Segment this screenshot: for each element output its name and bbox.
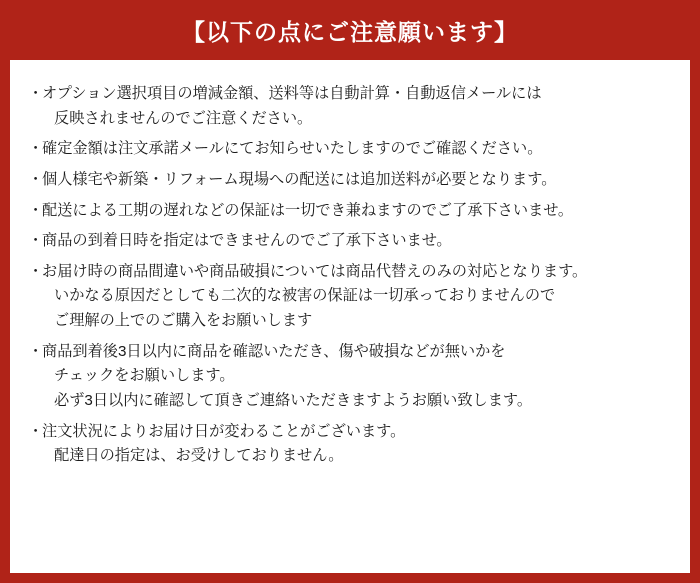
bullet-icon: ・ (28, 232, 44, 250)
bullet-icon: ・ (28, 170, 44, 188)
notice-body (10, 60, 690, 573)
bullet-icon: ・ (28, 422, 44, 440)
notice-line: 注文状況によりお届け日が変わることがございます。 (42, 422, 406, 440)
notice-item-text (42, 420, 672, 469)
notice-item-text (42, 82, 672, 131)
notice-line: お届け時の商品間違いや商品破損については商品代替えのみの対応となります。 (42, 262, 588, 280)
notice-item-text (42, 260, 672, 334)
notice-line: オプション選択項目の増減金額、送料等は自動計算・自動返信メールには (42, 85, 542, 102)
notice-line: 商品到着後3日以内に商品を確認いただき、傷や破損などが無いかを (42, 342, 506, 360)
notice-item (28, 199, 672, 224)
notice-item (28, 260, 672, 334)
bullet-icon: ・ (28, 342, 44, 360)
notice-item (28, 420, 672, 469)
notice-title: 【以下の点にご注意願います】 (182, 18, 518, 45)
bullet-icon: ・ (28, 201, 44, 219)
notice-item-text (42, 340, 672, 414)
notice-line: いかなる原因だとしても二次的な被害の保証は一切承っておりませんので (54, 287, 556, 305)
notice-line: 商品の到着日時を指定はできませんのでご了承下さいませ。 (42, 232, 452, 250)
notice-item-text (42, 137, 672, 162)
bullet-icon: ・ (28, 85, 44, 102)
notice-item-text (42, 229, 672, 254)
notice-item (28, 137, 672, 162)
notice-item-text (42, 199, 672, 224)
notice-item (28, 340, 672, 414)
notice-item (28, 168, 672, 193)
notice-line: 配達日の指定は、お受けしておりません。 (54, 447, 344, 465)
notice-line: 必ず3日以内に確認して頂きご連絡いただきますようお願い致します。 (54, 391, 533, 409)
notice-line: 確定金額は注文承諾メールにてお知らせいたしますのでご確認ください。 (42, 140, 543, 158)
notice-line: 個人様宅や新築・リフォーム現場への配送には追加送料が必要となります。 (42, 170, 557, 188)
notice-item-text (42, 168, 672, 193)
notice-line: 反映されませんのでご注意ください。 (54, 109, 313, 127)
notice-item (28, 82, 672, 131)
bullet-icon: ・ (28, 262, 44, 280)
notice-item (28, 229, 672, 254)
notice-line: 配送による工期の遅れなどの保証は一切でき兼ねますのでご了承下さいませ。 (42, 201, 574, 219)
bullet-icon: ・ (28, 140, 44, 158)
notice-line: ご理解の上でのご購入をお願いします (54, 312, 313, 329)
notice-line: チェックをお願いします。 (54, 367, 235, 385)
